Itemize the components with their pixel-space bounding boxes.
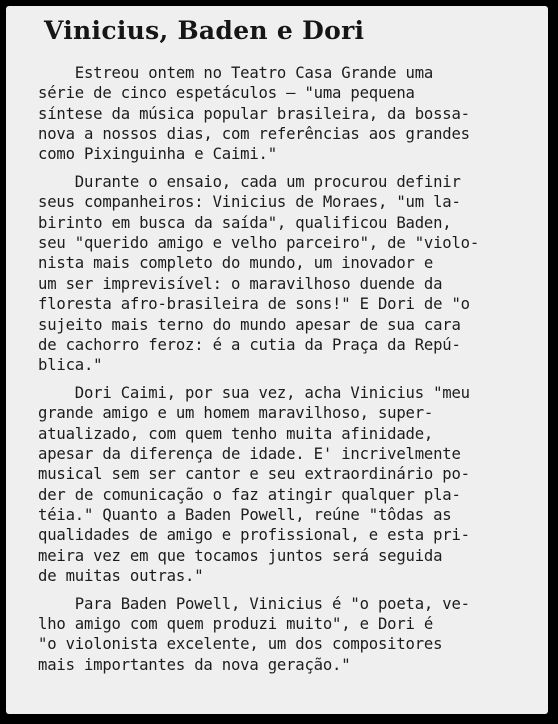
text-line: grande amigo e um homem maravilhoso, super- bbox=[38, 404, 434, 423]
text-line: lho amigo com quem produzi muito", e Dori é bbox=[38, 615, 434, 634]
newspaper-clipping bbox=[6, 6, 548, 714]
text-line: mais importantes da nova geração." bbox=[38, 655, 351, 674]
text-line: de cachorro feroz: é a cutia da Praça da Repú- bbox=[38, 335, 461, 354]
text-line: Dori Caimi, por sua vez, acha Vinicius "meu bbox=[38, 383, 470, 402]
text-line: birinto em busca da saída", qualificou Baden, bbox=[38, 213, 452, 232]
text-line: seu "querido amigo e velho parceiro", de "violo- bbox=[38, 234, 480, 253]
text-line: nova a nossos dias, com referências aos grandes bbox=[38, 125, 470, 144]
text-line: de muitas outras." bbox=[38, 567, 204, 586]
text-line: qualidades de amigo e profissional, e esta pri- bbox=[38, 526, 470, 545]
text-line: série de cinco espetáculos — "uma pequena bbox=[38, 84, 415, 103]
headline: Vinicius, Baden e Dori bbox=[44, 16, 365, 45]
text-line: apesar da diferença de idade. E' incrivelmente bbox=[38, 444, 461, 463]
text-line: nista mais completo do mundo, um inovador e bbox=[38, 254, 434, 273]
text-line: téia." Quanto a Baden Powell, reúne "tôdas as bbox=[38, 506, 452, 524]
article-body bbox=[38, 63, 538, 683]
text-line: der de comunicação o faz atingir qualquer pla- bbox=[38, 485, 461, 504]
text-line: floresta afro-brasileira de sons!" E Dori de "o bbox=[38, 295, 470, 314]
text-line: meira vez em que tocamos juntos será seguida bbox=[38, 546, 443, 565]
text-line: seus companheiros: Vinicius de Moraes, "um la- bbox=[38, 193, 461, 212]
text-line: Estreou ontem no Teatro Casa Grande uma bbox=[38, 64, 434, 82]
text-line: Durante o ensaio, cada um procurou definir bbox=[38, 173, 461, 192]
text-line: atualizado, com quem tenho muita afinidade, bbox=[38, 424, 434, 443]
text-line: um ser imprevisível: o maravilhoso duende da bbox=[38, 274, 443, 293]
text-line: "o violonista excelente, um dos compositores bbox=[38, 635, 443, 654]
paragraph-4 bbox=[38, 594, 538, 675]
text-line: síntese da música popular brasileira, da bossa- bbox=[38, 104, 470, 123]
text-line: Para Baden Powell, Vinicius é "o poeta, ve- bbox=[38, 594, 470, 613]
paragraph-1 bbox=[38, 63, 538, 165]
text-line: sujeito mais terno do mundo apesar de sua cara bbox=[38, 315, 461, 334]
paragraph-3 bbox=[38, 383, 538, 586]
text-line: blica." bbox=[38, 356, 103, 375]
text-line: musical sem ser cantor e seu extraordinário po- bbox=[38, 465, 470, 484]
paragraph-2 bbox=[38, 172, 538, 375]
text-line: como Pixinguinha e Caimi." bbox=[38, 145, 277, 164]
